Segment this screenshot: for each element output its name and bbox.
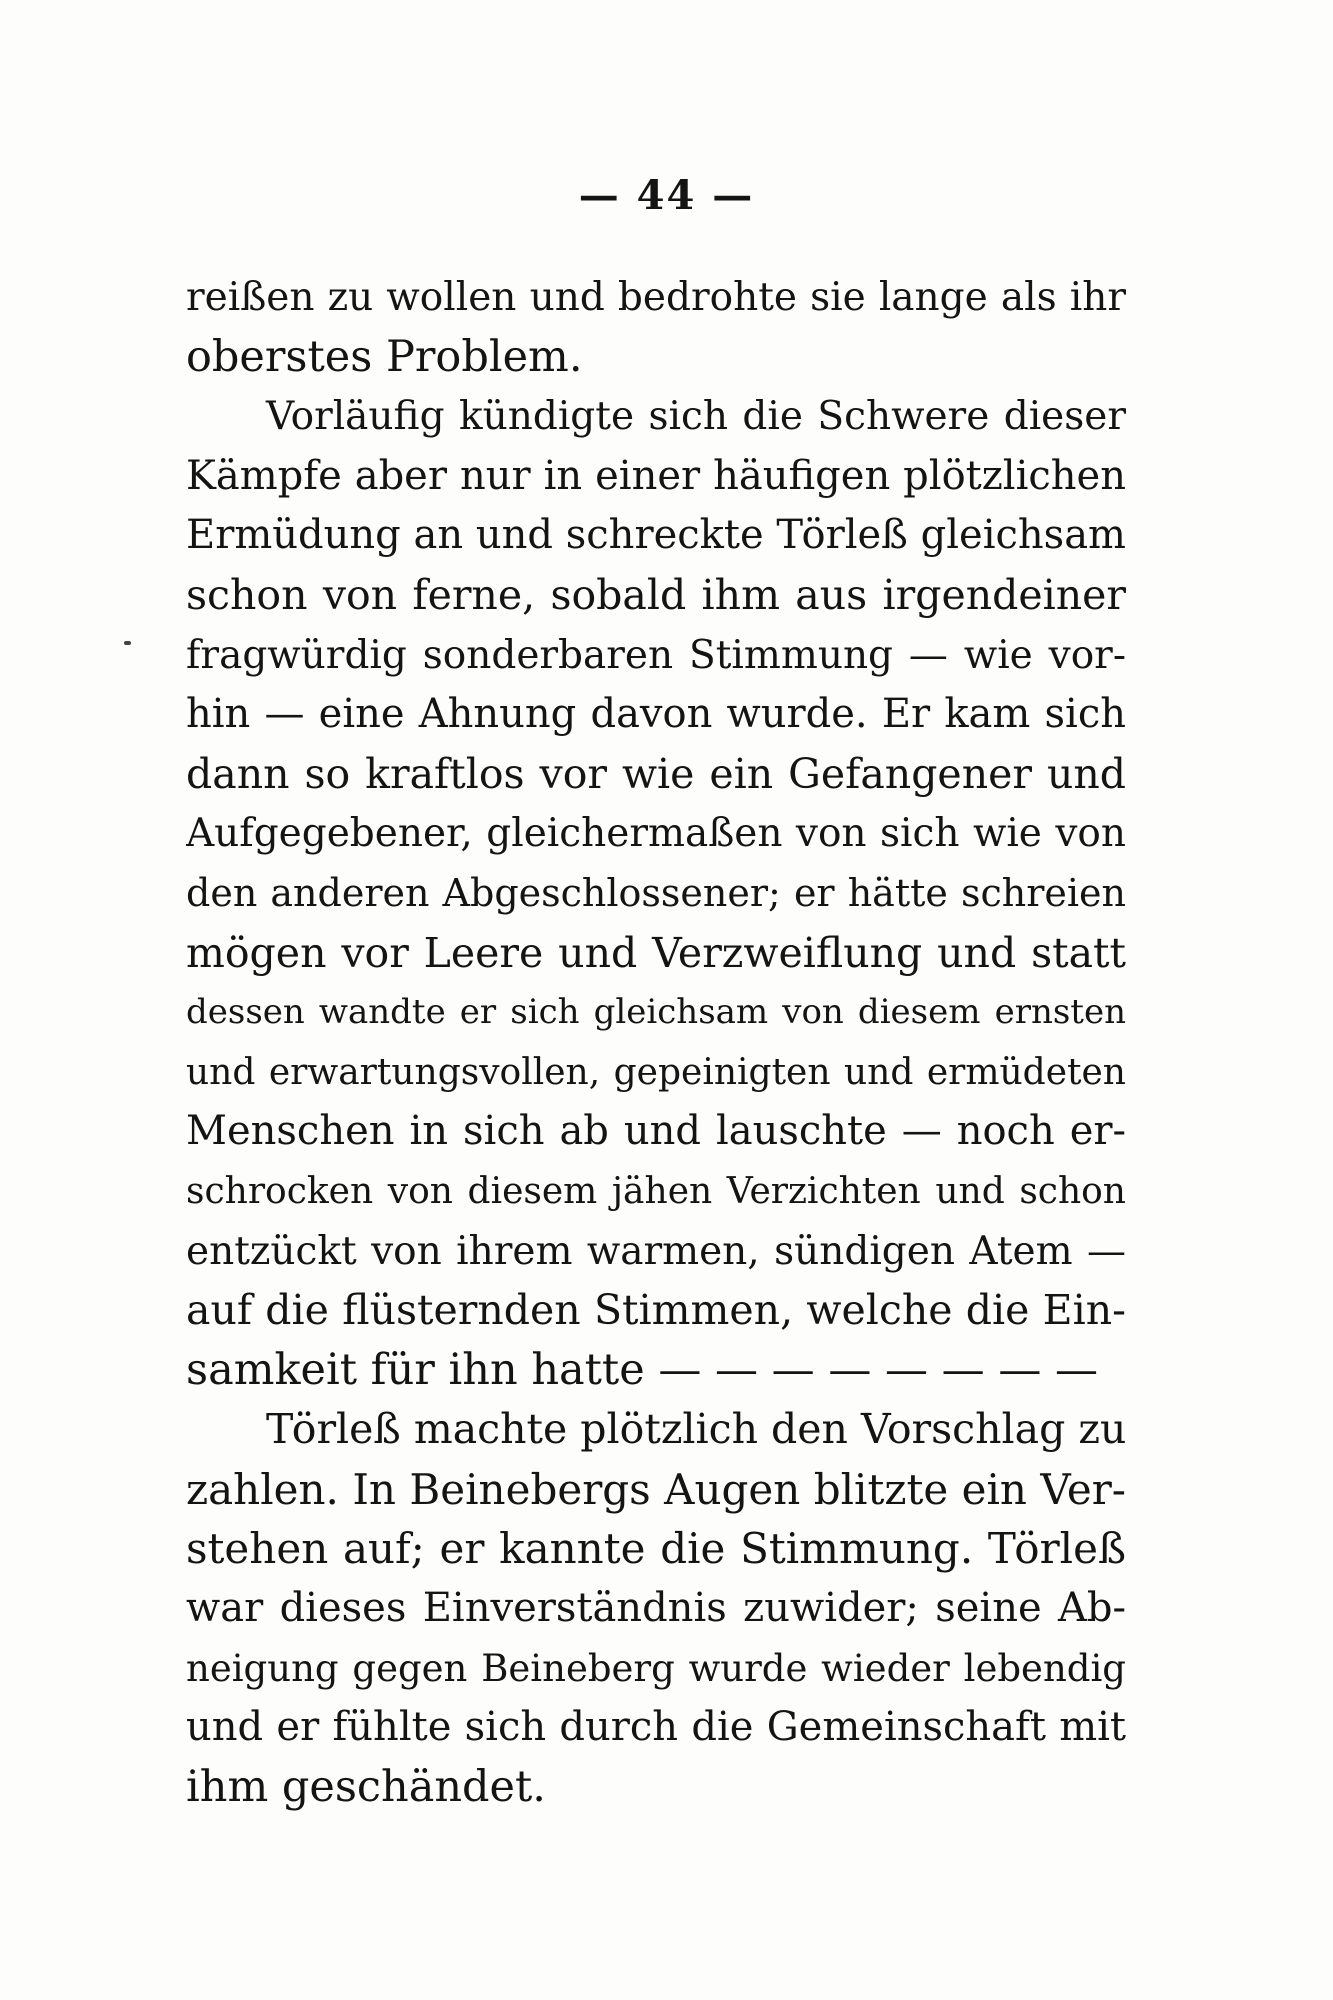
text-line: hin — eine Ahnung davon wurde. Er kam sich xyxy=(186,691,1126,738)
text-line: Törleß machte plötzlich den Vorschlag zu xyxy=(266,1405,1126,1454)
text-line: schon von ferne, sobald ihm aus irgendeiner xyxy=(186,570,1126,619)
text-line: Menschen in sich ab und lauschte — noch er- xyxy=(186,1108,1126,1155)
text-line: fragwürdig sonderbaren Stimmung — wie vor- xyxy=(186,632,1126,678)
body-text xyxy=(186,268,1126,1817)
text-line: zahlen. In Beinebergs Augen blitzte ein Ver- xyxy=(186,1464,1126,1514)
text-line: auf die flüsternden Stimmen, welche die Ein- xyxy=(186,1286,1126,1335)
text-line: stehen auf; er kannte die Stimmung. Törleß xyxy=(186,1524,1126,1574)
text-line: neigung gegen Beineberg wurde wieder lebendig xyxy=(186,1646,1126,1690)
ink-speck xyxy=(124,641,131,645)
text-line: und er fühlte sich durch die Gemeinschaft mit xyxy=(186,1704,1126,1751)
text-line: Kämpfe aber nur in einer häufigen plötzlichen xyxy=(186,452,1126,499)
text-line: reißen zu wollen und bedrohte sie lange als ihr xyxy=(186,275,1126,320)
text-line: den anderen Abgeschlossener; er hätte schreien xyxy=(186,870,1126,915)
text-line: dann so kraftlos vor wie ein Gefangener und xyxy=(186,749,1126,798)
text-line: samkeit für ihn hatte — — — — — — — — xyxy=(186,1344,1099,1395)
text-line: entzückt von ihrem warmen, sündigen Atem — xyxy=(186,1228,1126,1274)
text-line: oberstes Problem. xyxy=(186,331,583,382)
text-line: war dieses Einverständnis zuwider; seine Ab- xyxy=(186,1585,1126,1632)
text-line: und erwartungsvollen, gepeinigten und ermüdeten xyxy=(186,1051,1126,1093)
text-line: schrocken von diesem jähen Verzichten und schon xyxy=(186,1170,1126,1212)
text-line: Ermüdung an und schreckte Törleß gleichsam xyxy=(186,512,1126,559)
text-line: Vorläufig kündigte sich die Schwere dieser xyxy=(266,394,1126,440)
page-number: — 44 — xyxy=(578,172,755,219)
text-line: mögen vor Leere und Verzweiflung und statt xyxy=(186,928,1126,977)
text-line: dessen wandte er sich gleichsam von diesem ernsten xyxy=(186,992,1126,1033)
text-line: ihm geschändet. xyxy=(186,1761,546,1812)
text-line: Aufgegebener, gleichermaßen von sich wie von xyxy=(186,811,1126,857)
